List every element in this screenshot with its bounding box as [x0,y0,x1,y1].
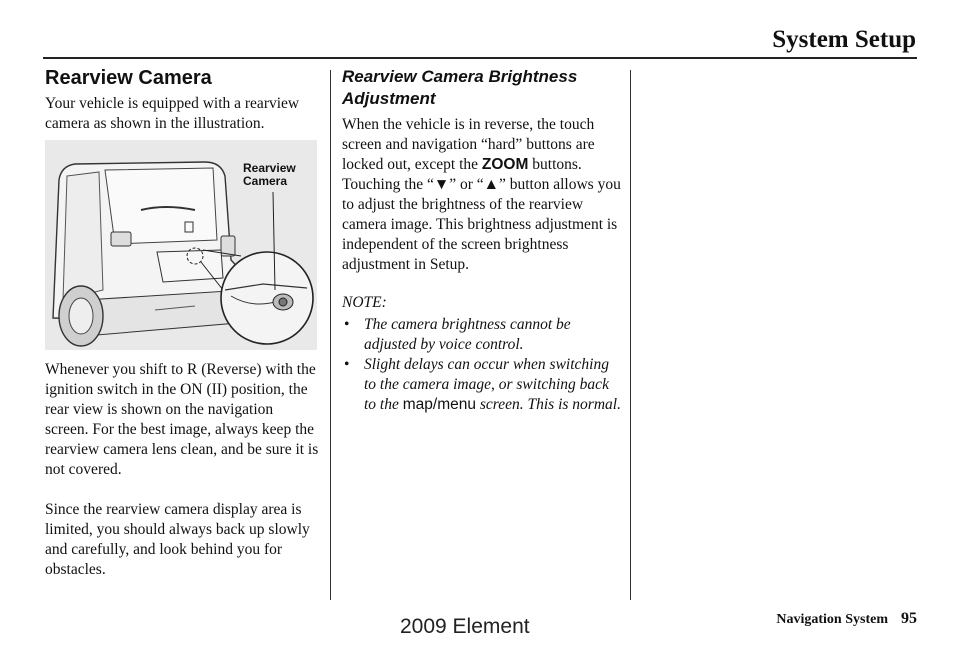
note2-text-b: screen. This is normal. [475,396,621,413]
caution-paragraph: Since the rearview camera display area is limited, you should always back up slowly and carefully, and look behind you for obstacles. [45,501,310,578]
subsection-heading: Rearview Camera Brightness Adjustment [342,67,578,108]
note-list [342,315,622,415]
brightness-text-a: When the vehicle is in reverse, the touch screen and navigation “hard” buttons are locked out, except the [342,116,595,173]
column-divider-2 [630,70,631,600]
page-number: 95 [901,610,917,627]
note-title: NOTE: [342,294,387,311]
reverse-paragraph: Whenever you shift to R (Reverse) with the ignition switch in the ON (II) position, the rear view is shown on the navigation screen. For the best image, always keep the rearview camera lens clean, and be sure it is not covered. [45,361,319,478]
rearview-camera-illustration [45,140,317,350]
note-item [342,355,622,415]
column-middle [342,66,622,415]
note-item: • The camera brightness cannot be adjusted by voice control. [342,315,622,355]
page-header-title: System Setup [772,26,916,53]
figure-callout-line1: Rearview [243,161,296,175]
footer-section-name: Navigation System [776,612,888,627]
map-menu-label: map/menu [402,396,476,413]
header-rule [43,57,917,59]
zoom-button-label: ZOOM [481,156,529,173]
brightness-paragraph [342,115,622,275]
figure-callout-label [243,162,296,188]
section-heading: Rearview Camera [45,67,212,89]
brightness-text-b: buttons. Touching the “▼” or “▲” button allows you to adjust the brightness of the rearview camera image. This brightness adjustment is independent of the screen brightness adjustment in Setup. [342,156,621,273]
column-divider-1 [330,70,331,600]
column-left [45,66,319,600]
watermark-text: 2009 Element [400,615,530,638]
intro-paragraph: Your vehicle is equipped with a rearview camera as shown in the illustration. [45,95,300,132]
note2-text-a: Slight delays can occur when switching to the camera image, or switching back to the [364,356,609,413]
figure-callout-line2: Camera [243,174,288,188]
